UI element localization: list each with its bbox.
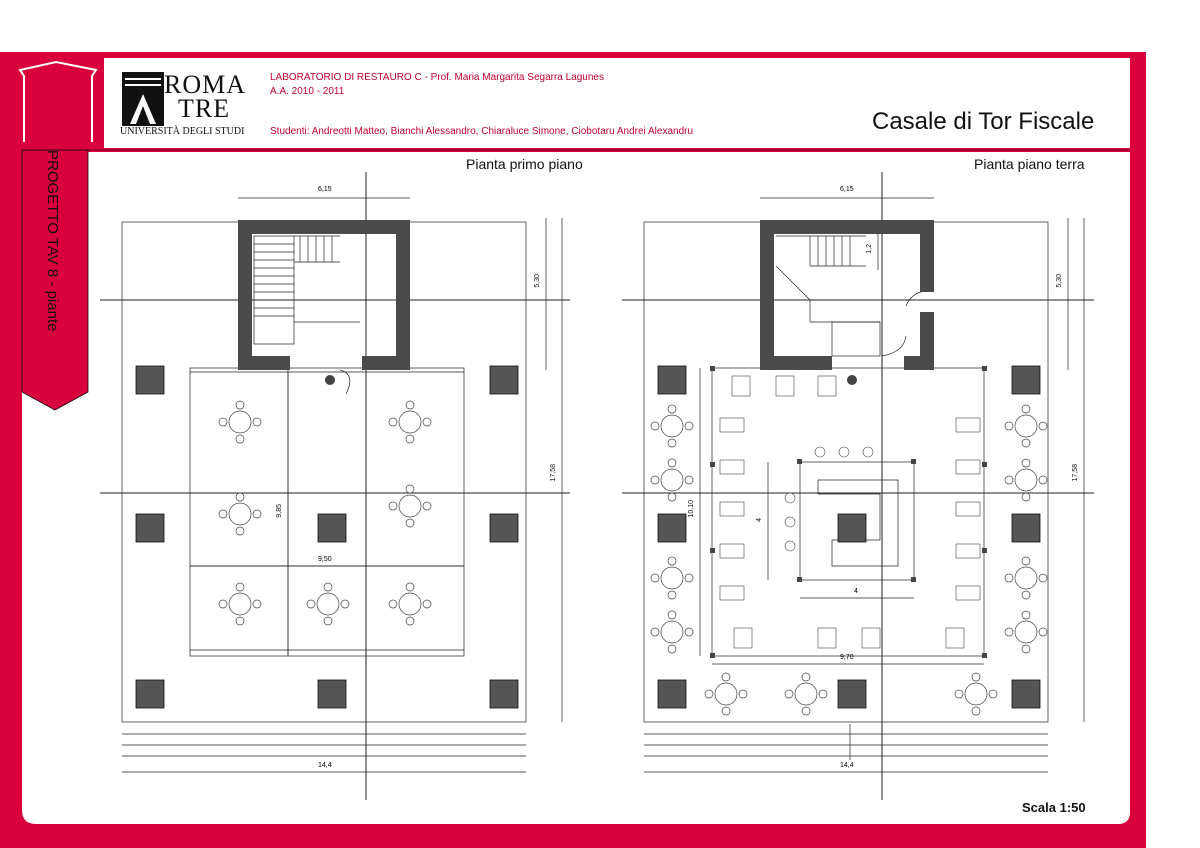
right-dim-top: 6,15: [840, 186, 854, 193]
right-plan-title: Pianta piano terra: [974, 156, 1085, 172]
logo-tre: TRE: [178, 94, 231, 123]
students-line: Studenti: Andreotti Matteo, Bianchi Alessandro, Chiaraluce Simone, Ciobotaru Andrei Alexandru: [270, 126, 694, 137]
right-dim-right-upper: 5,30: [1056, 274, 1063, 288]
scale-label: Scala 1:50: [1022, 800, 1086, 815]
left-dim-bottom: 14,4: [318, 762, 332, 769]
right-dim-bottom: 14,4: [840, 762, 854, 769]
right-dim-core-h: 4: [854, 588, 858, 595]
right-dim-left-v: 10,10: [688, 500, 695, 518]
left-dim-right-total: 17,58: [550, 464, 557, 482]
side-tab-label: PROGETTO TAV 8 - piante: [44, 150, 61, 332]
left-plan-title: Pianta primo piano: [466, 156, 583, 172]
right-dim-core-v: 4: [756, 518, 763, 522]
left-dim-right-upper: 5,30: [534, 274, 541, 288]
logo-roma: ROMA: [164, 70, 247, 99]
right-dim-right-total: 17,58: [1072, 464, 1079, 482]
right-dim-stair: 1,2: [866, 244, 873, 254]
course-line: LABORATORIO DI RESTAURO C - Prof. Maria Margarita Segarra Lagunes: [270, 72, 604, 83]
left-dim-inner-v: 9,85: [276, 504, 283, 518]
page-title: Casale di Tor Fiscale: [872, 108, 1095, 135]
right-dim-inner-h: 9,70: [840, 654, 854, 661]
logo: [120, 70, 250, 140]
logo-university: UNIVERSITÀ DEGLI STUDI: [120, 126, 245, 137]
year-line: A.A. 2010 - 2011: [270, 86, 345, 97]
left-dim-inner-h: 9,50: [318, 556, 332, 563]
left-dim-top: 6,15: [318, 186, 332, 193]
logo-emblem-icon: [122, 72, 164, 126]
